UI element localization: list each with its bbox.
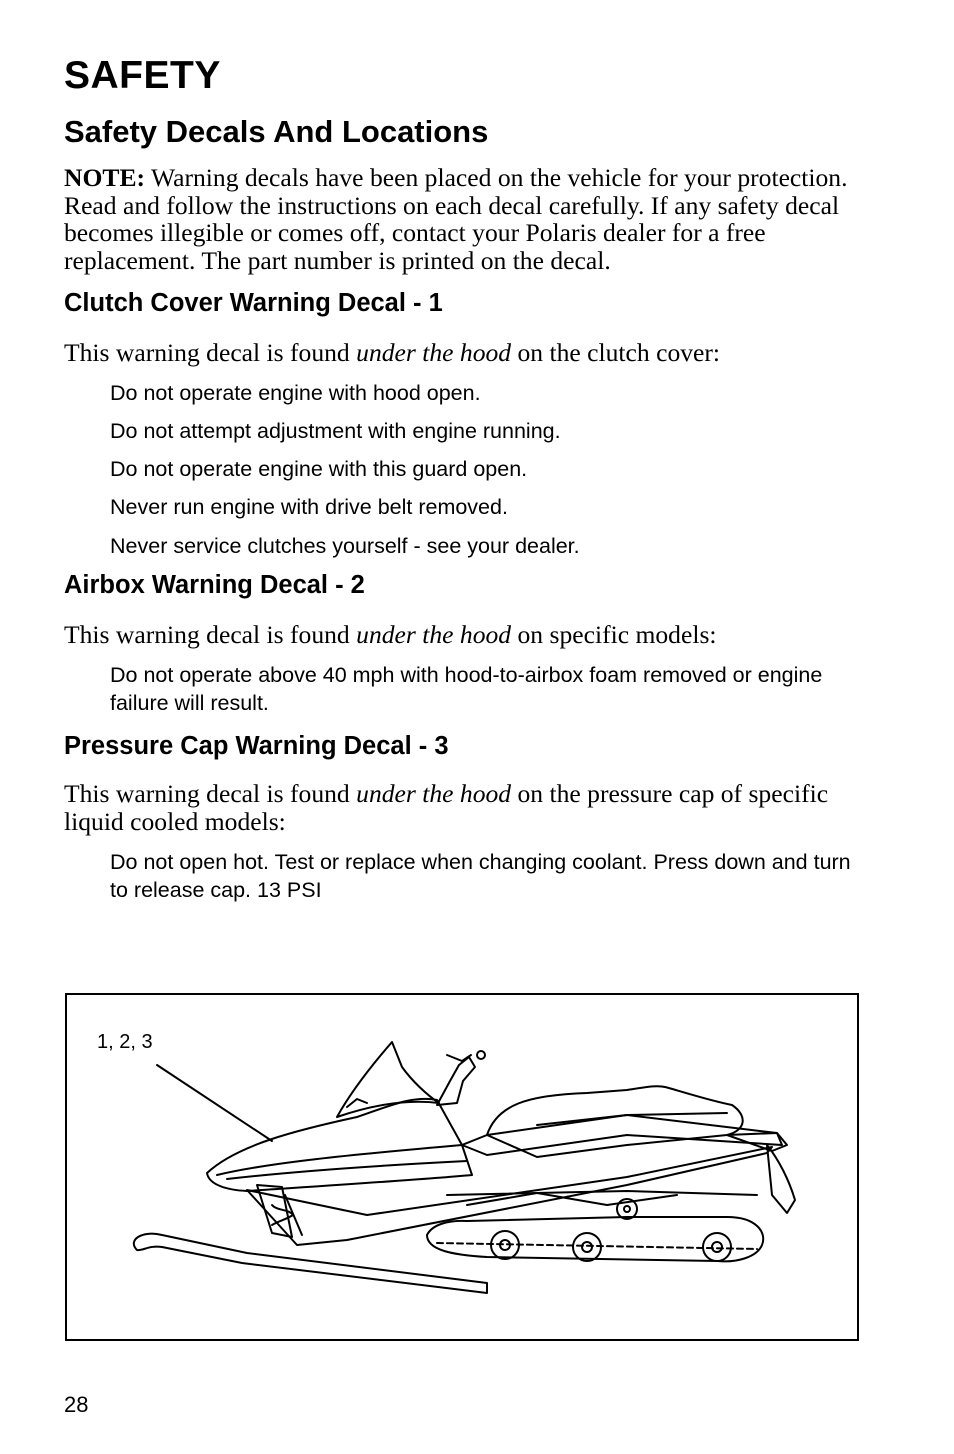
pressure-intro-em: under the hood: [356, 779, 512, 808]
page-title: SAFETY: [64, 54, 221, 97]
chassis: [247, 1147, 772, 1245]
clutch-decal-line: Do not attempt adjustment with engine running.: [110, 419, 561, 443]
clutch-heading-main: Clutch Cover Warning Decal: [64, 289, 406, 317]
clutch-intro: [64, 339, 864, 367]
section-title: Safety Decals And Locations: [64, 114, 489, 149]
clutch-intro-pre: This warning decal is found: [64, 338, 357, 367]
airbox-heading-main: Airbox Warning Decal: [64, 571, 329, 599]
pressure-intro: [64, 780, 864, 836]
clutch-heading: [64, 289, 443, 318]
bogie-wheel: [703, 1233, 731, 1261]
pressure-intro-post: on the pressure cap of specific liquid cooled models:: [64, 779, 829, 836]
airbox-decal-text: Do not operate above 40 mph with hood-to-airbox foam removed or engine failure will result.: [110, 663, 823, 715]
track: [427, 1217, 763, 1261]
clutch-decal-line: Never service clutches yourself - see your dealer.: [110, 534, 580, 558]
snowflap: [767, 1145, 795, 1213]
clutch-intro-post: on the clutch cover:: [511, 338, 721, 367]
clutch-decal-line: Never run engine with drive belt removed.: [110, 495, 508, 519]
note-label: NOTE:: [64, 163, 146, 192]
note-paragraph: [64, 164, 864, 274]
airbox-heading-num: - 2: [328, 571, 365, 599]
figure-box: [65, 993, 859, 1341]
bogie-wheel: [491, 1231, 519, 1259]
ski: [134, 1234, 487, 1293]
clutch-decal-line: Do not operate engine with this guard open.: [110, 457, 528, 481]
pressure-intro-pre: This warning decal is found: [64, 779, 357, 808]
seat: [487, 1086, 743, 1157]
callout-leader-line: [157, 1065, 272, 1141]
clutch-intro-em: under the hood: [356, 338, 512, 367]
clutch-decal-line: Do not operate engine with hood open.: [110, 381, 481, 405]
pressure-heading: [64, 732, 449, 761]
snowmobile-illustration: [67, 995, 857, 1339]
airbox-intro-post: on specific models:: [511, 620, 717, 649]
pressure-decal-text: Do not open hot. Test or replace when changing coolant. Press down and turn to release cap. 13 PSI: [110, 850, 851, 902]
airbox-intro: [64, 621, 864, 649]
pressure-heading-main: Pressure Cap Warning Decal: [64, 732, 412, 760]
pressure-heading-num: - 3: [411, 732, 449, 760]
clutch-heading-num: - 1: [405, 289, 443, 317]
figure-callout: 1, 2, 3: [97, 1031, 153, 1053]
page-number: 28: [64, 1392, 89, 1417]
airbox-heading: [64, 571, 365, 600]
airbox-intro-em: under the hood: [356, 620, 512, 649]
bogie-wheel: [573, 1233, 601, 1261]
note-text: Warning decals have been placed on the vehicle for your protection. Read and follow the instructions on each decal carefully. If any safety decal becomes illegible or comes off, contact your Polaris dealer for a free replacement. The part number is printed on the decal.: [64, 163, 848, 275]
airbox-intro-pre: This warning decal is found: [64, 620, 357, 649]
